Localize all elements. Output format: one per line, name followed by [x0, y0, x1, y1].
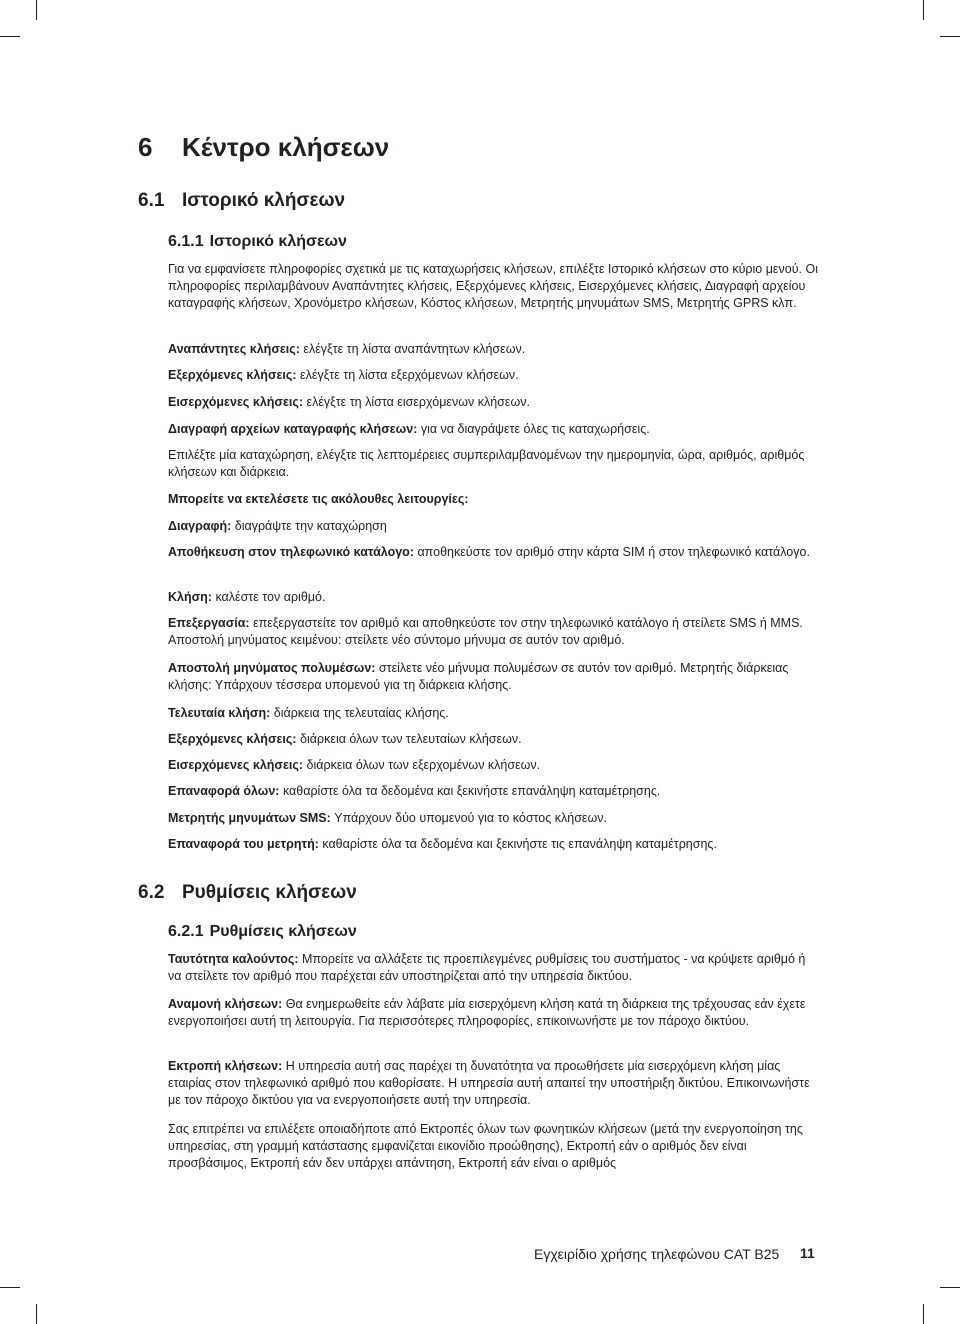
item-delete: Διαγραφή: διαγράψτε την καταχώρηση — [168, 519, 387, 533]
item-missed-calls: Αναπάντητες κλήσεις: ελέγξτε τη λίστα αναπάντητων κλήσεων. — [168, 342, 526, 356]
intro-paragraph: Για να εμφανίσετε πληροφορίες σχετικά με τις καταχωρήσεις κλήσεων, επιλέξτε Ιστορικό κλήσεων στο κύριο μενού. Οι πληροφορίες περιλαμβάνουν Αναπάντητες κλήσεις, Εξερχόμενες κλήσεις, Εισερχόμενες κλήσεις, Διαγραφή αρχείου καταγραφής κλήσεων, Χρονόμετρο κλήσεων, Κόστος κλήσεων, Μετρητής μηνυμάτων SMS, Μετρητής GPRS κλπ. — [168, 262, 818, 310]
section-title: Ρυθμίσεις κλήσεων — [182, 882, 357, 903]
setting-call-divert: Εκτροπή κλήσεων: Η υπηρεσία αυτή σας παρέχει τη δυνατότητα να προωθήσετε μία εισερχόμενη κλήση μίας εταιρίας στον τηλεφωνικό αριθμό που καθορίσατε. Η υπηρεσία αυτή απαιτεί την υποστήριξη δικτύου. Επικοινωνήστε με τον πάροχο δικτύου για να ενεργοποιήσετε αυτή την υπηρεσία. — [168, 1059, 810, 1107]
item-send-mms: Αποστολή μηνύματος πολυμέσων: στείλετε νέο μήνυμα πολυμέσων σε αυτόν τον αριθμό. Μετρητής διάρκειας κλήσης: Υπάρχουν τέσσερα υπομενού για τη διάρκεια κλήσης. — [168, 661, 789, 692]
item-last-call: Τελευταία κλήση: διάρκεια της τελευταίας κλήσης. — [168, 706, 449, 720]
setting-caller-id: Ταυτότητα καλούντος: Μπορείτε να αλλάξετε τις προεπιλεγμένες ρυθμίσεις του συστήματος - να κρύψετε αριθμό ή να στείλετε τον αριθμό που παρέχεται εάν υποστηρίζεται από την υπηρεσία δικτύου. — [168, 952, 806, 983]
chapter-number: 6 — [138, 132, 153, 162]
item-outgoing-duration: Εξερχόμενες κλήσεις: διάρκεια όλων των τελευταίων κλήσεων. — [168, 732, 522, 746]
subsection-title: Ιστορικό κλήσεων — [209, 233, 347, 250]
section-heading-call-history — [138, 190, 345, 212]
crop-mark — [923, 0, 924, 20]
crop-mark — [923, 1304, 924, 1324]
setting-call-waiting: Αναμονή κλήσεων: Θα ενημερωθείτε εάν λάβατε μία εισερχόμενη κλήση κατά τη διάρκεια της τρέχουσας εάν έχετε ενεργοποιήσει αυτή τη λειτουργία. Για περισσότερες πληροφορίες, επικοινωνήστε με τον πάροχο δικτύου. — [168, 997, 806, 1028]
item-delete-logs: Διαγραφή αρχείων καταγραφής κλήσεων: για να διαγράψετε όλες τις καταχωρήσεις. — [168, 422, 650, 436]
section-number: 6.1 — [138, 190, 165, 211]
crop-mark — [0, 36, 20, 37]
section-number: 6.2 — [138, 882, 165, 903]
item-operations-heading: Μπορείτε να εκτελέσετε τις ακόλουθες λειτουργίες: — [168, 492, 469, 506]
subsection-number: 6.2.1 — [168, 923, 204, 940]
item-edit: Επεξεργασία: επεξεργαστείτε τον αριθμό και αποθηκεύστε τον στην τηλεφωνικό κατάλογο ή στείλετε SMS ή MMS. Αποστολή μηνύματος κειμένου: στείλετε νέο σύντομο μήνυμα σε αυτόν τον αριθμό. — [168, 616, 803, 647]
setting-divert-options: Σας επιτρέπει να επιλέξετε οποιαδήποτε από Εκτροπές όλων των φωνητικών κλήσεων (μετά την ενεργοποίηση της υπηρεσίας, στη γραμμή κατάστασης εμφανίζεται εικονίδιο προώθησης), Εκτροπή εάν ο αριθμός δεν είναι προσβάσιμος, Εκτροπή εάν δεν υπάρχει απάντηση, Εκτροπή εάν είναι ο αριθμός — [168, 1122, 803, 1170]
footer-page-number: 11 — [800, 1245, 815, 1261]
crop-mark — [36, 1304, 37, 1324]
item-reset-counter: Επαναφορά του μετρητή: καθαρίστε όλα τα δεδομένα και ξεκινήστε τις επανάληψη καταμέτρησης. — [168, 837, 717, 851]
item-select-entry: Επιλέξτε μία καταχώρηση, ελέγξτε τις λεπτομέρειες συμπεριλαμβανομένων την ημερομηνία, ώρα, αριθμός, αριθμός κλήσεων και διάρκεια. — [168, 448, 805, 479]
section-title: Ιστορικό κλήσεων — [182, 190, 346, 211]
footer-manual-title: Εγχειρίδιο χρήσης τηλεφώνου CAT B25 — [534, 1246, 780, 1262]
chapter-heading — [138, 132, 389, 163]
crop-mark — [940, 36, 960, 37]
subsection-heading-call-history — [168, 233, 347, 251]
item-reset-all: Επαναφορά όλων: καθαρίστε όλα τα δεδομένα και ξεκινήστε επανάληψη καταμέτρησης. — [168, 784, 661, 798]
subsection-title: Ρυθμίσεις κλήσεων — [209, 923, 357, 940]
item-sms-counter: Μετρητής μηνυμάτων SMS: Υπάρχουν δύο υπομενού για το κόστος κλήσεων. — [168, 811, 607, 825]
item-save-phonebook: Αποθήκευση στον τηλεφωνικό κατάλογο: αποθηκεύστε τον αριθμό στην κάρτα SIM ή στον τηλεφωνικό κατάλογο. — [168, 545, 810, 559]
item-incoming-duration: Εισερχόμενες κλήσεις: διάρκεια όλων των εξερχομένων κλήσεων. — [168, 758, 541, 772]
item-outgoing-calls: Εξερχόμενες κλήσεις: ελέγξτε τη λίστα εξερχόμενων κλήσεων. — [168, 368, 519, 382]
chapter-title: Κέντρο κλήσεων — [182, 132, 390, 162]
crop-mark — [36, 0, 37, 20]
crop-mark — [940, 1287, 960, 1288]
item-call: Κλήση: καλέστε τον αριθμό. — [168, 590, 326, 604]
crop-mark — [0, 1287, 20, 1288]
section-heading-call-settings — [138, 882, 357, 904]
subsection-heading-call-settings — [168, 923, 357, 941]
item-incoming-calls: Εισερχόμενες κλήσεις: ελέγξτε τη λίστα εισερχόμενων κλήσεων. — [168, 395, 530, 409]
subsection-number: 6.1.1 — [168, 233, 204, 250]
